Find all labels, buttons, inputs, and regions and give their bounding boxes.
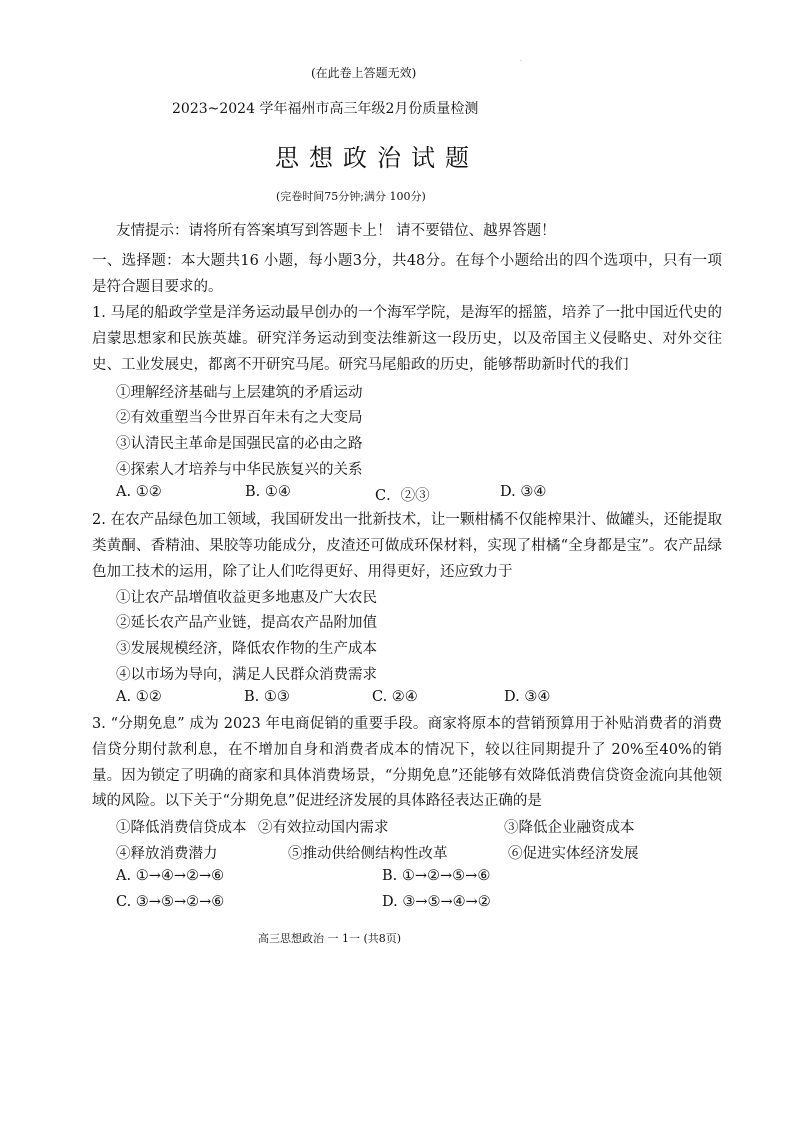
q1-item-2: ②有效重塑当今世界百年未有之大变局 [116,410,363,426]
q3-item-3: ③降低企业融资成本 [504,820,635,836]
q1-choice-a: A. ①② [116,484,162,500]
q1-item-1: ①理解经济基础与上层建筑的矛盾运动 [116,385,363,401]
q3-choice-a: A. ①→④→②→⑥ [116,868,225,884]
q2-item-4: ④以市场为导向，满足人民群众消费需求 [116,667,377,683]
q2-stem: 2. 在农产品绿色加工领域，我国研发出一批新技术，让一颗柑橘不仅能榨果汁、做罐头，还能提取类黄酮、香精油、果胶等功能成分，皮渣还可做成环保材料，实现了柑橘“全身都是宝”。农产品绿色加工技术的运用，除了让人们吃得更好、用得更好，还应致力于 [92,512,722,580]
q2-item-1: ①让农产品增值收益更多地惠及广大农民 [116,590,377,606]
q2-choice-c: C. ②④ [372,689,418,705]
q2-item-2: ②延长农产品产业链，提高农产品附加值 [116,615,377,631]
subject-title: 思想政治试题 [275,144,479,172]
q1-choice-c: C．②③ [375,488,430,504]
q3-choice-c: C. ③→⑤→②→⑥ [116,894,225,910]
scan-mark: . [520,56,522,63]
q3-item-6: ⑥促进实体经济发展 [508,846,639,862]
exam-timing: (完卷时间75分钟;满分 100分) [276,190,426,203]
q3-item-4: ④释放消费潜力 [116,846,218,862]
q3-choice-b: B. ①→②→⑤→⑥ [382,868,491,884]
q3-item-1: ①降低消费信贷成本 [116,820,247,836]
section-intro: 一、选择题：本大题共16 小题，每小题3分，共48分。在每个小题给出的四个选项中，只有一项是符合题目要求的。 [92,253,722,295]
q1-choice-d: D. ③④ [500,484,547,500]
q1-item-4: ④探索人才培养与中华民族复兴的关系 [116,462,363,478]
q2-choice-b: B. ①③ [244,689,290,705]
q3-choice-d: D. ③→⑤→④→② [382,894,491,910]
q1-stem: 1. 马尾的船政学堂是洋务运动最早创办的一个海军学院，是海军的摇篮，培养了一批中国近代史的启蒙思想家和民族英雄。研究洋务运动到变法维新这一段历史，以及帝国主义侵略史、对外交往史、工业发展史，都离不开研究马尾。研究马尾船政的历史，能够帮助新时代的我们 [92,305,722,373]
invalid-notice: (在此卷上答题无效) [311,66,417,80]
exam-name: 2023~2024 学年福州市高三年级2月份质量检测 [172,101,479,117]
q2-item-3: ③发展规模经济，降低农作物的生产成本 [116,641,377,657]
q3-stem: 3. “分期免息” 成为 2023 年电商促销的重要手段。商家将原本的营销预算用于补贴消费者的消费信贷分期付款利息，在不增加自身和消费者成本的情况下，较以往同期提升了 20%至40%的销量。因为锁定了明确的商家和具体消费场景，“分期免息”还能够有效降低消费信贷资金流向其他领域的风险。以下关于“分期免息”促进经济发展的具体路径表达正确的是 [92,716,722,810]
q1-choice-b: B. ①④ [245,484,291,500]
q2-choice-d: D. ③④ [504,689,551,705]
q3-item-2: ②有效拉动国内需求 [258,820,389,836]
q3-item-5: ⑤推动供给侧结构性改革 [288,846,448,862]
friendly-tip: 友情提示：请将所有答案填写到答题卡上！ 请不要错位、越界答题！ [116,223,556,239]
q2-choice-a: A. ①② [116,689,162,705]
q1-item-3: ③认清民主革命是国强民富的必由之路 [116,436,363,452]
page-footer: 高三思想政治 一 1一 (共8页) [258,932,402,945]
